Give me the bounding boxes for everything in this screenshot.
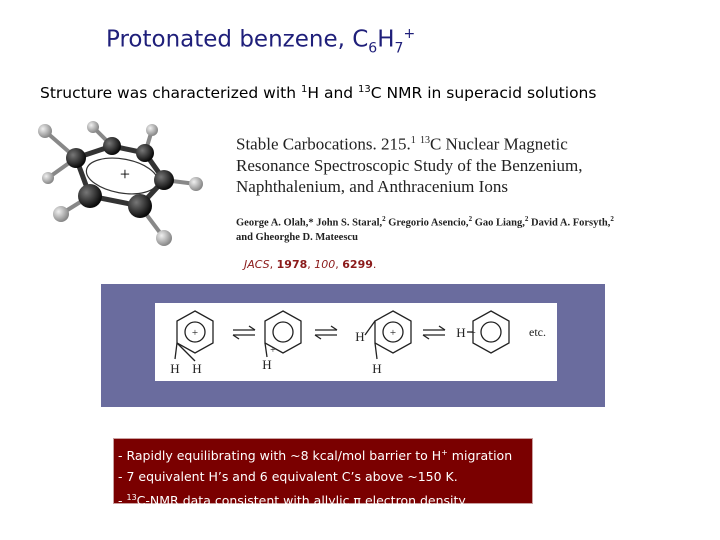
paper-authors: George A. Olah,* John S. Staral,$^2$ Gregorio Asencio,$^2$ Gao Liang,$^2$ David A. Forsyth,$^2$ and Gheorghe D. Mateescu: [236, 215, 614, 243]
journal-citation: JACS, 1978, 100, 6299.: [244, 258, 377, 271]
h-label: H: [170, 361, 180, 376]
slide-subtitle: Structure was characterized with $^1$H and $^{13}$C NMR in superacid solutions: [40, 84, 597, 103]
h-label: H: [355, 329, 365, 344]
note-line-2: - 7 equivalent H’s and 6 equivalent C’s above ~150 K.: [118, 469, 458, 485]
plus-sign: +: [470, 328, 476, 339]
charge-label: +: [119, 164, 131, 184]
note-line-3: - $^{13}$C-NMR data consistent with allylic π electron density: [118, 493, 466, 509]
benzenium-ball-stick-model: [30, 118, 220, 258]
plus-sign: +: [389, 327, 397, 339]
notes-box: [113, 438, 533, 509]
h-label: H: [262, 357, 272, 372]
slide-title: Protonated benzene, $C_6H_7^+$: [106, 26, 416, 57]
h-label: H: [456, 325, 466, 340]
equilibrium-scheme: [155, 303, 557, 381]
h-label: H: [192, 361, 202, 376]
plus-sign: +: [191, 327, 199, 339]
paper-title: Stable Carbocations. 215.$^1$ $^{13}$C Nuclear Magnetic Resonance Spectroscopic Study of the Benzenium, Naphthalenium, and Anthracenium Ions: [236, 134, 583, 196]
etc-label: etc.: [529, 325, 546, 339]
note-line-1: - Rapidly equilibrating with ~8 kcal/mol barrier to H+ migration: [118, 448, 513, 464]
plus-sign: +: [270, 345, 276, 356]
h-label: H: [372, 361, 382, 376]
